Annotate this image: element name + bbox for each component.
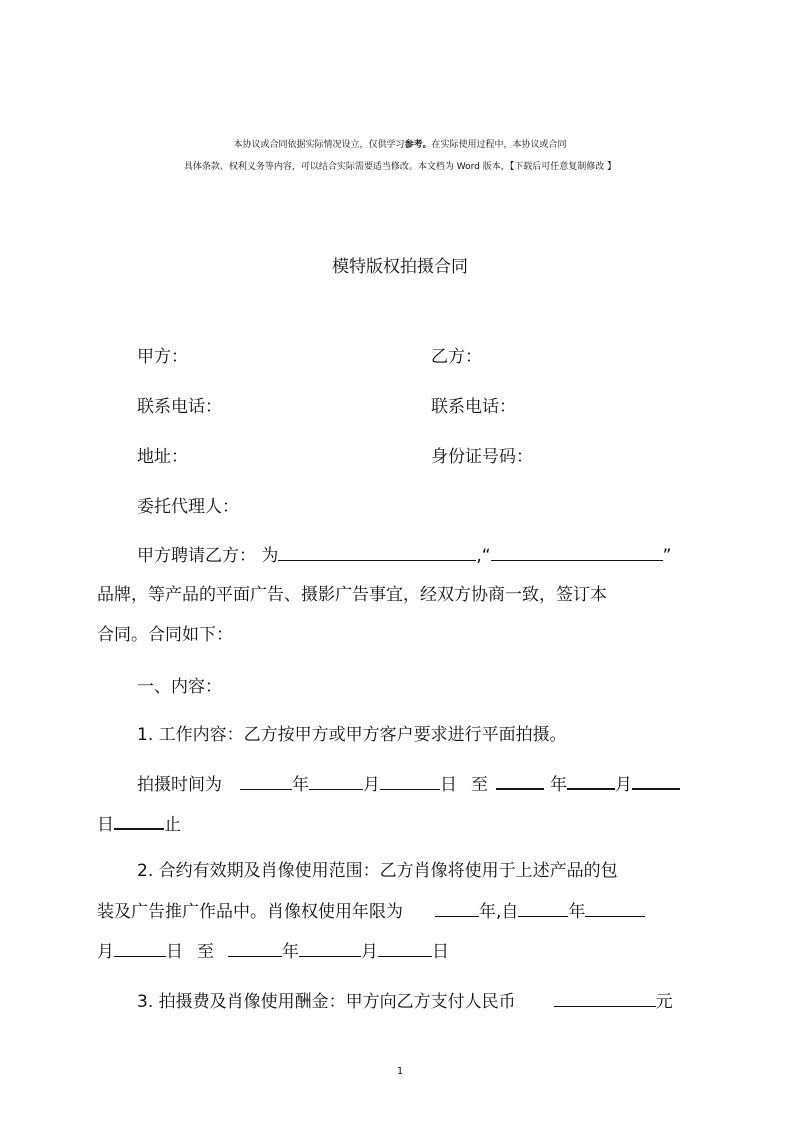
fee-amount-blank[interactable] xyxy=(554,990,656,1007)
month-text: 月 xyxy=(363,775,380,795)
end-year-blank[interactable] xyxy=(496,772,544,790)
intro-quote-close: ” xyxy=(662,546,672,566)
party-b-phone-label: 联系电话： xyxy=(431,397,516,417)
to-text: 至 xyxy=(471,775,488,795)
year-text: 年 xyxy=(292,775,309,795)
notice-text: 本协议或合同依据实际情况设立，仅供学习 xyxy=(233,140,405,150)
intro-text: 甲方聘请乙方： 为 xyxy=(137,546,279,566)
fee-label: 3. 拍摄费及肖像使用酬金：甲方向乙方支付人民币 xyxy=(137,992,516,1012)
day-text: 日 xyxy=(440,775,457,795)
end-day-blank-2[interactable] xyxy=(114,812,164,830)
agent-label: 委托代理人： xyxy=(137,497,239,517)
from-month-blank-1[interactable] xyxy=(585,900,645,917)
year-text: 年 xyxy=(282,942,299,962)
party-a-label: 甲方： xyxy=(137,347,188,367)
notice-bold-text: 参考。 xyxy=(404,140,432,150)
intro-line-2: 品牌，等产品的平面广告、摄影广告事宜，经双方协商一致，签订本 xyxy=(97,585,607,605)
day-text: 日 xyxy=(166,942,183,962)
to-text: 至 xyxy=(197,942,214,962)
intro-line-1 xyxy=(137,544,671,567)
section-2-line-3 xyxy=(97,940,449,963)
end-month-blank[interactable] xyxy=(567,772,615,790)
currency-unit: 元 xyxy=(655,992,673,1012)
term-years-blank[interactable] xyxy=(435,900,479,917)
from-text: ,自 xyxy=(496,902,519,922)
contract-title: 模特版权拍摄合同 xyxy=(332,257,468,277)
start-day-blank[interactable] xyxy=(380,773,440,790)
day-text: 日 xyxy=(432,942,449,962)
intro-quote-open: ,“ xyxy=(476,546,491,566)
notice-line-2: 具体条款、权利义务等内容，可以结合实际需要适当修改。本文档为 Word 版本，【下载后可任意复制修改 】 xyxy=(183,162,617,172)
section-1-heading: 一、内容： xyxy=(137,677,222,697)
shoot-time-line xyxy=(137,772,680,796)
day-text: 日 xyxy=(97,815,114,835)
notice-line-1 xyxy=(0,139,800,151)
month-text: 月 xyxy=(615,775,632,795)
portrait-term-label: 装及广告推广作品中。肖像权使用年限为 xyxy=(97,902,403,922)
shoot-time-label: 拍摄时间为 xyxy=(137,775,222,795)
from-day-blank[interactable] xyxy=(114,940,166,957)
section-2-line-2 xyxy=(97,900,645,923)
section-3-item-3 xyxy=(137,990,673,1013)
brand-blank[interactable] xyxy=(491,544,663,561)
party-a-phone-label: 联系电话： xyxy=(137,397,222,417)
year-text: 年 xyxy=(479,902,496,922)
year-text: 年 xyxy=(568,902,586,922)
stop-text: 止 xyxy=(164,815,181,835)
start-year-blank[interactable] xyxy=(240,773,292,790)
month-text: 月 xyxy=(97,942,114,962)
section-1-item-1: 1. 工作内容：乙方按甲方或甲方客户要求进行平面拍摄。 xyxy=(137,725,567,745)
section-2-item-2: 2. 合约有效期及肖像使用范围：乙方肖像将使用于上述产品的包 xyxy=(137,861,618,881)
party-a-address-label: 地址： xyxy=(137,447,188,467)
from-year-blank[interactable] xyxy=(518,900,568,917)
notice-text: 在实际使用过程中，本协议或合同 xyxy=(431,140,567,150)
page-number: 1 xyxy=(396,1066,404,1077)
party-b-label: 乙方： xyxy=(431,347,482,367)
year-text: 年 xyxy=(550,775,567,795)
to-month-blank[interactable] xyxy=(299,940,361,957)
intro-line-3: 合同。合同如下： xyxy=(97,625,233,645)
start-month-blank[interactable] xyxy=(309,773,363,790)
shoot-time-line-2 xyxy=(97,812,181,836)
to-day-blank[interactable] xyxy=(378,940,432,957)
month-text: 月 xyxy=(361,942,378,962)
party-b-id-label: 身份证号码： xyxy=(431,447,533,467)
end-day-blank-1[interactable] xyxy=(632,772,680,790)
purpose-blank[interactable] xyxy=(278,544,476,561)
to-year-blank[interactable] xyxy=(228,940,282,957)
